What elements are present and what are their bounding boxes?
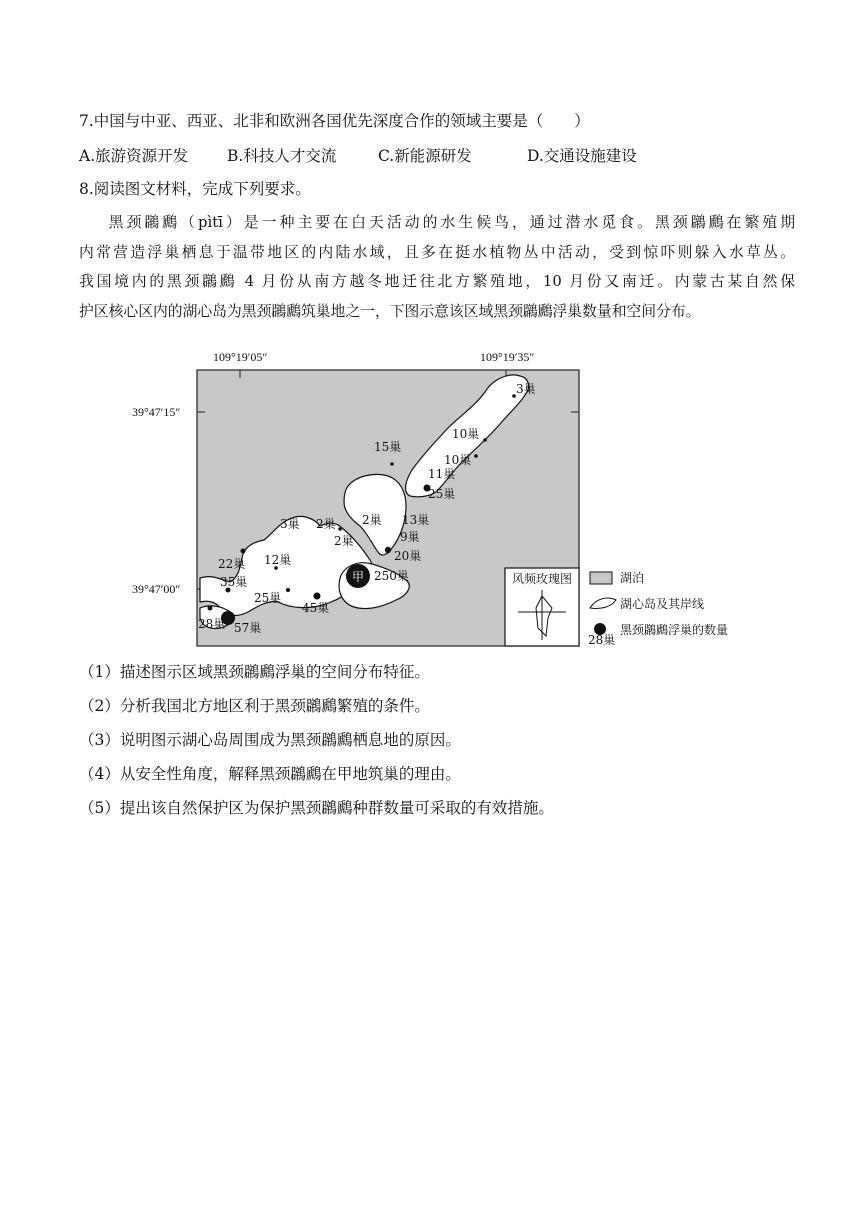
nest-label: 10巢 [452,427,480,441]
nest-label: 35巢 [220,575,248,589]
coord-lat-bottom: 39°47′00″ [132,582,181,596]
legend-nest-label: 黑颈鸊鷉浮巢的数量 [620,623,729,637]
legend-lake-label: 湖泊 [620,571,645,585]
nest-label: 2巢 [362,513,382,527]
nest-dot [314,593,321,600]
passage-line-2: 内常营造浮巢栖息于温带地区的内陆水域，且多在挺水植物丛中活动，受到惊吓则躲入水草丛。 [79,243,795,261]
nest-label: 12巢 [264,553,292,567]
nest-label: 28巢 [198,617,226,631]
nest-label: 10巢 [444,453,472,467]
coord-lon-right: 109°19′35″ [480,350,535,364]
nest-dot [385,547,391,553]
nest-dot [390,462,394,466]
nest-label: 3巢 [280,517,300,531]
nest-label: 2巢 [334,534,354,548]
passage-line-3: 我国境内的黑颈鸊鷉 4 月份从南方越冬地迁往北方繁殖地，10 月份又南迁。内蒙古某自然保 [79,273,795,290]
question-4: （4）从安全性角度，解释黑颈鸊鷉在甲地筑巢的理由。 [79,765,461,783]
nest-label: 9巢 [400,530,420,544]
q7-option-a: A.旅游资源开发 [79,147,189,165]
windrose-title: 风频玫瑰图 [511,572,573,586]
nest-label: 15巢 [374,440,402,454]
nest-label: 13巢 [402,513,430,527]
coord-lat-top: 39°47′15″ [132,405,181,419]
nest-distribution-map [130,346,820,652]
legend-island-swatch [590,598,616,608]
nest-dot [483,438,487,442]
question-5: （5）提出该自然保护区为保护黑颈鸊鷉种群数量可采取的有效措施。 [79,799,554,817]
coord-lon-left: 109°19′05″ [213,350,268,364]
nest-label: 3巢 [516,382,536,396]
nest-label: 250巢 [374,569,409,583]
nest-label: 20巢 [394,549,422,563]
legend-island-label: 湖心岛及其岸线 [620,597,705,611]
q8-passage [79,208,795,326]
legend-nest-sample: 28巢 [588,633,616,647]
nest-label: 25巢 [254,591,282,605]
q7-stem: 7.中国与中亚、西亚、北非和欧洲各国优先深度合作的领域主要是（ ） [79,112,590,130]
passage-line-1: 黑颈鸊鷉（pìtī）是一种主要在白天活动的水生候鸟，通过潜水觅食。黑颈鸊鷉在繁殖期 [108,214,795,231]
nest-dot [241,549,246,554]
nest-dot [474,454,478,458]
nest-dot [208,606,213,611]
q7-option-b: B.科技人才交流 [227,147,337,165]
nest-dot [286,588,290,592]
question-3: （3）说明图示湖心岛周围成为黑颈鸊鷉栖息地的原因。 [79,731,461,749]
q7-option-d: D.交通设施建设 [527,147,637,165]
question-2: （2）分析我国北方地区利于黑颈鸊鷉繁殖的条件。 [79,697,430,715]
question-1: （1）描述图示区域黑颈鸊鷉浮巢的空间分布特征。 [79,663,430,681]
jia-label: 甲 [351,570,365,584]
legend-lake-swatch [590,572,612,584]
nest-label: 25巢 [428,487,456,501]
nest-label: 57巢 [234,621,262,635]
nest-label: 45巢 [302,601,330,615]
passage-line-4: 护区核心区内的湖心岛为黑颈鸊鷉筑巢地之一，下图示意该区域黑颈鸊鷉浮巢数量和空间分布。 [79,302,701,320]
nest-dot [338,527,342,531]
q7-option-c: C.新能源研发 [378,147,472,165]
q8-stem: 8.阅读图文材料，完成下列要求。 [79,180,311,198]
nest-label: 22巢 [218,557,246,571]
nest-label: 2巢 [316,517,336,531]
nest-label: 11巢 [428,467,456,481]
